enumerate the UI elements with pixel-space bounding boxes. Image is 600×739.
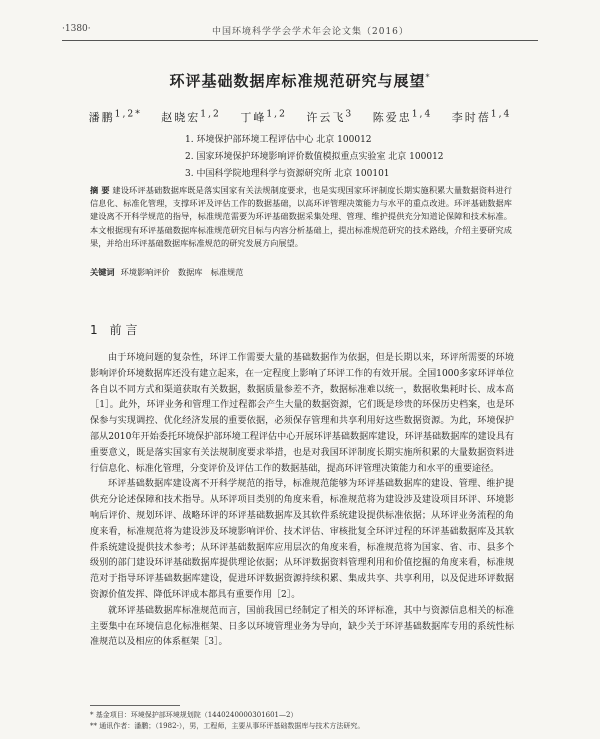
affiliations	[185, 132, 505, 183]
page-number: ·1380·	[62, 24, 91, 34]
abstract-text: 建设环评基础数据库既是落实国家有关法规制度要求，也是实现国家环评制度长期实施积累大量数据资料进行信息化、标准化管理，支撑环评及评估工作的数据基础，以高环评管理决策能力与水平的重点改进。环评基础数据库建设离不开科学规范的指导，标准规范需要为环评基础数据采集处理、管理、维护提供充分知道论保障和技术标准。本文根据现有环评基础数据库标准规范研究目标与内容分析基础上，提出标准规范研究的技术路线，介绍主要研究成果，并给出环评基础数据库标准规范的研究发展方向展望。	[90, 185, 512, 248]
title-footnote-mark: *	[425, 73, 431, 82]
affiliation: 2. 国家环境保护环境影响评价数值模拟重点实验室 北京 100012	[185, 152, 444, 162]
header-rule	[62, 40, 538, 41]
paragraph: 环评基础数据库建设离不开科学规范的指导，标准规范能够为环评基础数据库的建设、管理、维护提供充分论述保障和技术指导。从环评项目类别的角度来看，标准规范将为建设涉及建设项目环评、环境影响后评价、规划环评、战略环评的环评基础数据库及其软件系统建设提供标准依据；从环评业务流程的角度来看，标准规范将为建设涉及环境影响评价、技术评估、审核批复全环评过程的环评基础数据库及其软件系统建设提供技术参考；从环评基础数据库应用层次的角度来看，标准规范将为国家、省、市、县多个级别的部门建设环评基础数据库提供理论依据；从环评数据资料管理利用和价值挖掘的角度来看，标准规范对于指导环评基础数据库建设，促进环评数据资源持续积累、集成共享、共享利用，以及促进环评数据资源价值发挥、降低环评成本都具有重要作用［2］。	[90, 479, 514, 600]
abstract-label: 摘 要	[90, 185, 110, 195]
author-list	[0, 108, 600, 125]
section-number: 1	[90, 323, 98, 337]
footnote: * 基金项目：环境保护部环境规划院（1440240000301601—2）	[90, 711, 298, 719]
author: 潘鹏$^{1,2*}$	[88, 108, 142, 124]
paragraph: 由于环境问题的复杂性，环评工作需要大量的基础数据作为依据，但是长期以来，环评所需要的环境影响评价环境数据库还没有建立起来，在一定程度上影响了环评工作的有效开展。全国1000多家环评单位各自以不同方式和渠道获取有关数据，数据质量参差不齐，数据标准难以统一，数据收集耗时长、成本高［1］。此外，环评业务和管理工作过程都会产生大量的数据资源，它们既是珍贵的环保历史档案，也是环保参与实现调控、优化经济发展的重要依据，必须保存管理和共享利用好这些数据资源。为此，环境保护部从2010年开始委托环境保护部环境工程评估中心开展环评基础数据库建设，环评基础数据库的建设具有重要意义，既是落实国家有关法规制度要求举措，也是对我国环评制度长期实施所积累的大量数据资料进行信息化、标准化管理，分变评价及评估工作的数据基础，提高环评管理决策能力和水平的重要途径。	[90, 353, 514, 474]
footnote-rule	[90, 705, 180, 706]
body-text	[90, 351, 514, 651]
paper-title: 环评基础数据库标准规范研究与展望*	[169, 72, 431, 90]
section-heading	[90, 321, 137, 338]
author: 李时蓓$^{1,4}$	[451, 108, 512, 124]
section-title: 前 言	[109, 323, 138, 337]
keywords-text: 环境影响评价 数据库 标准规范	[120, 267, 244, 277]
running-header	[62, 24, 538, 38]
author: 陈爱忠$^{1,4}$	[372, 108, 433, 124]
keywords	[90, 267, 243, 278]
abstract	[90, 184, 512, 250]
paragraph: 就环评基础数据库标准规范而言，国前我国已经制定了相关的环评标准，其中与资源信息相关的标准主要集中在环境信息化标准框架、日多以环境管理业务为导向，缺少关于环评基础数据库专用的系统性标准规范以及相应的体系框架［3］。	[90, 605, 514, 648]
author: 赵晓宏$^{1,2}$	[161, 108, 221, 124]
footnote: ** 通讯作者：潘鹏；（1982-），男，工程师，主要从事环评基础数据库与技术方法研究。	[90, 722, 365, 730]
journal-title: 中国环境科学学会学术年会论文集（2016）	[212, 27, 409, 37]
footnotes	[90, 710, 364, 732]
affiliation: 3. 中国科学院地理科学与资源研究所 北京 100101	[185, 169, 390, 179]
author: 丁峰$^{1,2}$	[240, 108, 287, 124]
affiliation: 1. 环境保护部环境工程评估中心 北京 100012	[185, 135, 372, 145]
author: 许云飞$^3$	[306, 108, 354, 124]
keywords-label: 关键词	[90, 267, 115, 277]
